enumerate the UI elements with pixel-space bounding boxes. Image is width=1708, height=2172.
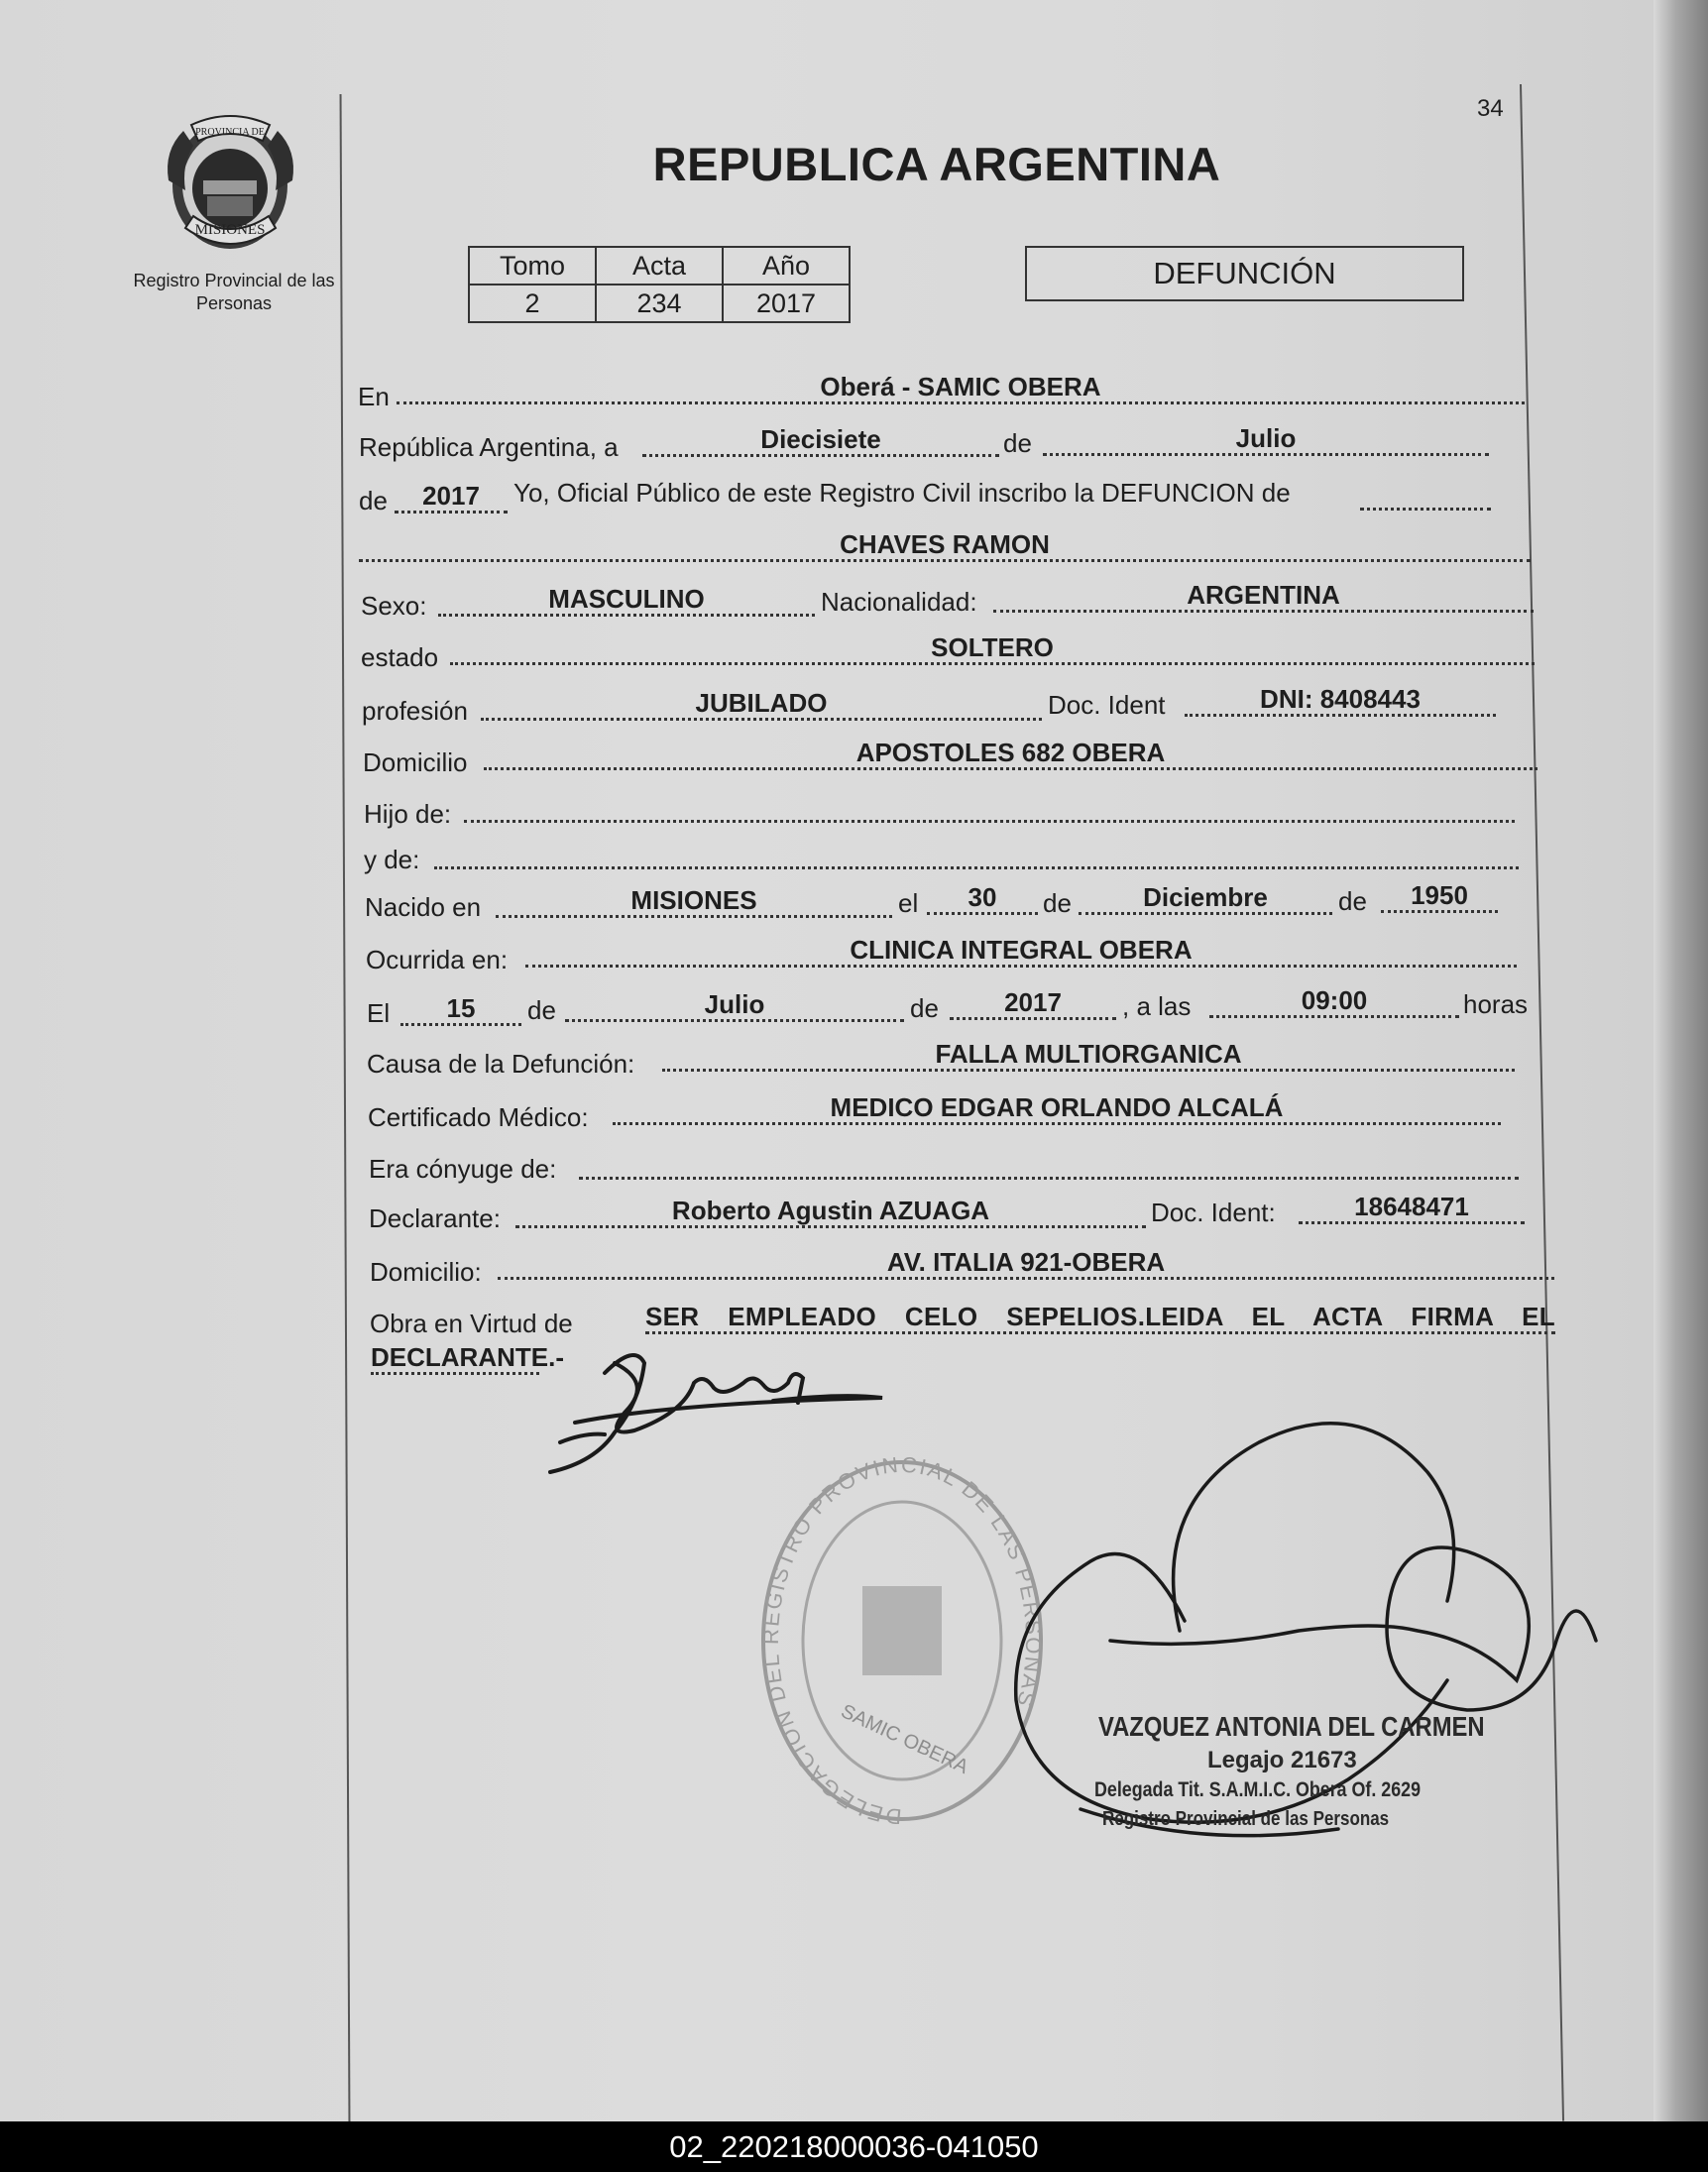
label-doc-ident: Doc. Ident — [1048, 690, 1166, 720]
seal-inner-text: SAMIC OBERA — [837, 1700, 972, 1778]
field-def-dia: 15 — [400, 993, 521, 1026]
reference-table-value-row — [469, 285, 850, 322]
scan-footer-id: 02_220218000036-041050 — [0, 2121, 1708, 2172]
official-stamp-name: VAZQUEZ ANTONIA DEL CARMEN — [1098, 1711, 1485, 1742]
page-number: 34 — [1477, 95, 1504, 122]
label-doc-ident2: Doc. Ident: — [1151, 1198, 1276, 1227]
field-def-anio: 2017 — [950, 987, 1116, 1020]
field-nac-dia: 30 — [927, 882, 1038, 915]
label-domicilio: Domicilio — [363, 747, 468, 777]
field-estado: SOLTERO — [450, 632, 1535, 665]
field-dia-letras: Diecisiete — [642, 424, 999, 457]
field-nacionalidad: ARGENTINA — [993, 580, 1534, 613]
label-el: el — [898, 888, 919, 918]
label-y-de: y de: — [364, 845, 420, 874]
official-stamp-legajo: Legajo 21673 — [1207, 1747, 1357, 1773]
field-mes: Julio — [1043, 423, 1489, 456]
field-declarante: Roberto Agustin AZUAGA — [515, 1196, 1146, 1228]
ref-header-acta: Acta — [596, 247, 723, 285]
label-de-nac-anio: de — [1338, 886, 1367, 916]
label-causa: Causa de la Defunción: — [367, 1049, 635, 1079]
office-name: Registro Provincial de las Personas — [133, 271, 335, 313]
ref-header-tomo: Tomo — [469, 247, 596, 285]
label-horas: horas — [1463, 989, 1529, 1019]
ref-value-anio: 2017 — [723, 285, 850, 322]
field-def-mes: Julio — [565, 989, 904, 1022]
field-declarante-domicilio: AV. ITALIA 921-OBERA — [498, 1247, 1554, 1280]
seal-ring-text: DELEGACION DEL REGISTRO PROVINCIAL DE LAS PERSONAS — [757, 1451, 1047, 1824]
ref-value-tomo: 2 — [469, 285, 596, 322]
provincia-misiones-crest-icon — [164, 111, 297, 260]
official-stamp-cargo: Delegada Tit. S.A.M.I.C. Oberá Of. 2629 — [1094, 1778, 1422, 1801]
ref-header-anio: Año — [723, 247, 850, 285]
label-nacido-en: Nacido en — [365, 892, 482, 922]
label-republica: República Argentina, a — [359, 432, 619, 462]
document-title: REPUBLICA ARGENTINA — [652, 138, 1221, 190]
label-hijo-de: Hijo de: — [364, 799, 452, 829]
label-ocurrida-en: Ocurrida en: — [366, 945, 509, 974]
label-de-def-mes: de — [527, 995, 556, 1025]
page-binding — [1653, 0, 1708, 2121]
field-nombre: CHAVES RAMON — [359, 529, 1531, 562]
left-margin-rule — [340, 94, 351, 2121]
label-sexo: Sexo: — [361, 591, 427, 621]
field-continuation — [1360, 481, 1491, 511]
field-obra-line1: SER EMPLEADO CELO SEPELIOS.LEIDA EL ACTA FIRMA EL — [645, 1302, 1555, 1334]
reference-table — [468, 246, 851, 323]
field-nac-anio: 1950 — [1381, 880, 1498, 913]
label-obra-en-virtud: Obra en Virtud de — [370, 1309, 573, 1338]
official-stamp-registro: Registro Provincial de las Personas — [1102, 1808, 1390, 1830]
field-nacido-en: MISIONES — [496, 885, 892, 918]
reference-table-header-row — [469, 247, 850, 285]
label-de-anio: de — [359, 486, 388, 515]
field-conyuge — [579, 1150, 1519, 1180]
label-de-nac-mes: de — [1043, 888, 1072, 918]
label-domicilio2: Domicilio: — [370, 1257, 482, 1287]
field-causa: FALLA MULTIORGANICA — [662, 1039, 1515, 1072]
field-doc-ident: DNI: 8408443 — [1185, 684, 1496, 717]
field-obra-line2: DECLARANTE.- — [371, 1342, 539, 1375]
record-type-box: DEFUNCIÓN — [1025, 246, 1464, 301]
field-anio: 2017 — [395, 481, 508, 514]
label-declarante: Declarante: — [369, 1203, 501, 1233]
label-yo-oficial: Yo, Oficial Público de este Registro Civil inscribo la DEFUNCION de — [513, 478, 1291, 508]
field-hijo-de — [464, 793, 1515, 823]
label-de-mes: de — [1003, 428, 1032, 458]
label-nacionalidad: Nacionalidad: — [821, 587, 977, 617]
label-certificado: Certificado Médico: — [368, 1102, 589, 1132]
field-nac-mes: Diciembre — [1079, 882, 1332, 915]
field-y-de — [434, 840, 1519, 869]
crest-bottom-text: MISIONES — [194, 222, 266, 238]
field-declarante-doc: 18648471 — [1299, 1192, 1525, 1224]
crest-top-text: PROVINCIA DE — [195, 127, 265, 138]
field-ocurrida-en: CLINICA INTEGRAL OBERA — [525, 935, 1517, 968]
label-estado: estado — [361, 642, 439, 672]
ref-value-acta: 234 — [596, 285, 723, 322]
label-conyuge: Era cónyuge de: — [369, 1154, 557, 1184]
field-sexo: MASCULINO — [438, 584, 815, 617]
field-profesion: JUBILADO — [481, 688, 1042, 721]
label-en: En — [358, 382, 390, 411]
label-de-def-anio: de — [910, 993, 939, 1023]
label-a-las: , a las — [1122, 991, 1192, 1021]
label-profesion: profesión — [362, 696, 468, 726]
field-def-hora: 09:00 — [1209, 985, 1459, 1018]
field-domicilio: APOSTOLES 682 OBERA — [484, 738, 1537, 770]
field-lugar: Oberá - SAMIC OBERA — [397, 372, 1525, 404]
label-el-cap: El — [367, 998, 391, 1028]
field-certificado: MEDICO EDGAR ORLANDO ALCALÁ — [613, 1092, 1501, 1125]
